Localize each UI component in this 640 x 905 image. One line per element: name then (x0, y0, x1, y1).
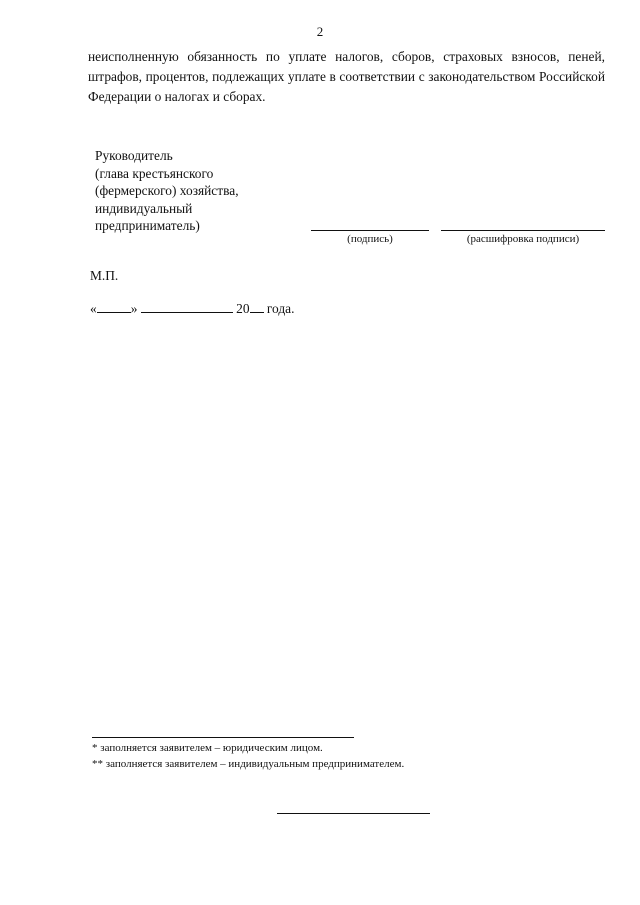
signer-line: (фермерского) хозяйства, (95, 183, 239, 198)
name-field-line[interactable] (441, 230, 605, 231)
year-prefix: 20 (236, 301, 250, 316)
day-blank[interactable] (97, 301, 131, 313)
body-paragraph: неисполненную обязанность по уплате налогов, сборов, страховых взносов, пеней, штрафов, процентов, подлежащих уплате в соответствии с законодательством Российской Федерации о налогах и сборах. (88, 49, 605, 104)
name-caption: (расшифровка подписи) (466, 233, 580, 245)
signer-line: предприниматель) (95, 218, 200, 233)
year-blank[interactable] (250, 301, 264, 313)
date-close-quote: » (130, 301, 138, 316)
footnote-separator (92, 737, 354, 738)
bottom-rule (277, 813, 430, 814)
signer-line: (глава крестьянского (95, 165, 214, 181)
signer-title (95, 147, 239, 235)
signer-line: индивидуальный (95, 200, 193, 216)
date-suffix: года. (266, 301, 295, 316)
date-line (90, 301, 294, 317)
footnote-2: ** заполняется заявителем – индивидуальным предпринимателем. (92, 758, 405, 770)
signature-field-line[interactable] (311, 230, 429, 231)
footnote-1: * заполняется заявителем – юридическим лицом. (92, 742, 323, 754)
stamp-label: М.П. (90, 268, 119, 283)
date-open-quote: « (90, 301, 97, 316)
month-blank[interactable] (141, 301, 233, 313)
signature-caption: (подпись) (347, 233, 393, 245)
page-number: 2 (316, 24, 324, 39)
signer-line: Руководитель (95, 148, 173, 163)
